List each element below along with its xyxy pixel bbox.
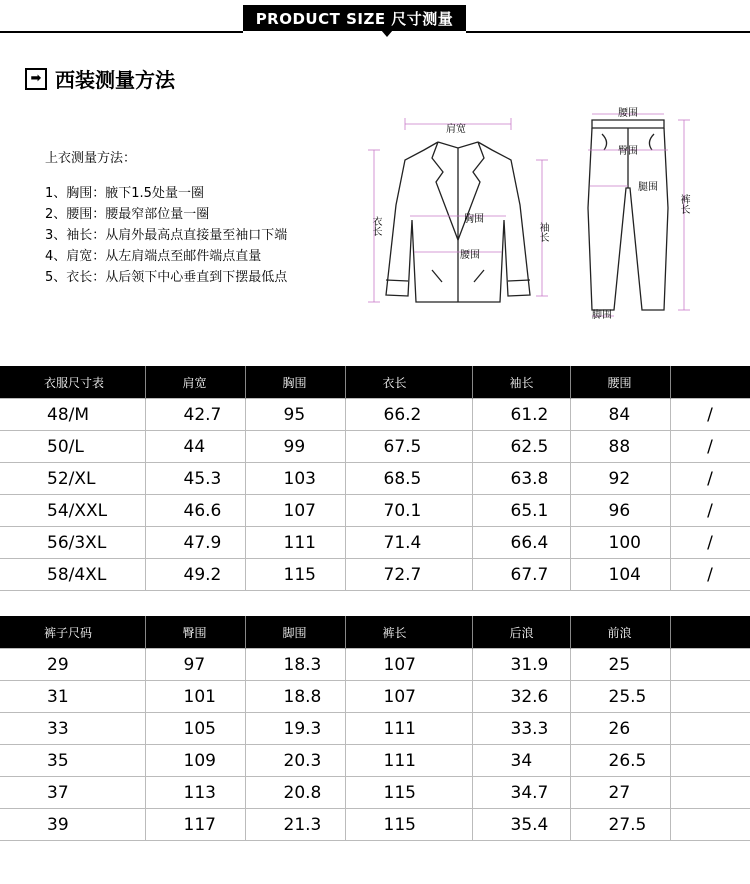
table-cell: 29	[0, 649, 145, 681]
table-cell: 113	[145, 777, 245, 809]
table-cell: 26.5	[570, 745, 670, 777]
table-cell: 19.3	[245, 713, 345, 745]
jacket-size-table	[0, 366, 750, 591]
table-cell: 21.3	[245, 809, 345, 841]
table-cell: 49.2	[145, 559, 245, 591]
pants-size-table	[0, 616, 750, 841]
instructions-heading: 上衣测量方法：	[45, 151, 137, 166]
table-row	[0, 431, 750, 463]
table-cell: 71.4	[345, 527, 472, 559]
table-header-cell: 脚围	[245, 616, 345, 649]
table-cell: 46.6	[145, 495, 245, 527]
table-cell: 115	[245, 559, 345, 591]
section-title	[25, 64, 175, 93]
table-cell: 25.5	[570, 681, 670, 713]
section-title-text: 西装测量方法	[55, 68, 175, 92]
measurement-instructions	[45, 148, 287, 288]
table-cell: /	[670, 559, 750, 591]
table-row	[0, 399, 750, 431]
instruction-item: 5、衣长：从后领下中心垂直到下摆最低点	[45, 270, 288, 285]
table-header-cell: 腰围	[570, 366, 670, 399]
table-cell: 111	[345, 745, 472, 777]
table-cell: 99	[245, 431, 345, 463]
table-cell: 72.7	[345, 559, 472, 591]
header-banner	[0, 0, 750, 34]
table-cell: 31.9	[472, 649, 570, 681]
jacket-label-chest: 胸围	[464, 214, 484, 225]
table-cell: 62.5	[472, 431, 570, 463]
table-cell: 47.9	[145, 527, 245, 559]
instruction-item: 3、袖长：从肩外最高点直接量至袖口下端	[45, 228, 288, 243]
table-cell: 18.3	[245, 649, 345, 681]
pants-label-waist: 腰围	[618, 108, 638, 119]
table-cell: 66.2	[345, 399, 472, 431]
table-cell: 66.4	[472, 527, 570, 559]
table-cell: 34	[472, 745, 570, 777]
banner-rule-right	[466, 31, 750, 33]
table-cell: 107	[345, 649, 472, 681]
table-cell: 61.2	[472, 399, 570, 431]
table-cell: 65.1	[472, 495, 570, 527]
table-cell: 37	[0, 777, 145, 809]
table-row	[0, 681, 750, 713]
pants-label-hip: 臀围	[618, 146, 638, 157]
instruction-item: 4、肩宽：从左肩端点至邮件端点直量	[45, 249, 262, 264]
table-cell: 101	[145, 681, 245, 713]
arrow-right-icon: ➡	[25, 68, 47, 90]
table-cell: 27.5	[570, 809, 670, 841]
table-cell: 96	[570, 495, 670, 527]
table-cell: 42.7	[145, 399, 245, 431]
pants-label-hem: 脚围	[592, 310, 612, 321]
jacket-label-length: 衣长	[370, 216, 381, 236]
table-cell: 100	[570, 527, 670, 559]
table-cell: 70.1	[345, 495, 472, 527]
pants-diagram	[580, 98, 700, 323]
table-header-cell	[670, 366, 750, 399]
table-cell: 67.5	[345, 431, 472, 463]
table-row	[0, 777, 750, 809]
table-header-row	[0, 616, 750, 649]
instruction-item: 1、胸围：腋下1.5处量一圈	[45, 186, 204, 201]
table-cell	[670, 681, 750, 713]
table-row	[0, 527, 750, 559]
table-cell: 88	[570, 431, 670, 463]
table-cell	[670, 713, 750, 745]
table-cell: 56/3XL	[0, 527, 145, 559]
jacket-diagram	[360, 110, 555, 315]
pants-label-length: 裤长	[678, 194, 689, 214]
table-header-cell: 前浪	[570, 616, 670, 649]
pants-label-thigh: 腿围	[638, 182, 658, 193]
table-cell: 31	[0, 681, 145, 713]
table-cell: 45.3	[145, 463, 245, 495]
table-header-row	[0, 366, 750, 399]
table-cell: 58/4XL	[0, 559, 145, 591]
table-cell	[670, 777, 750, 809]
table-cell: 54/XXL	[0, 495, 145, 527]
table-cell: 44	[145, 431, 245, 463]
table-header-cell: 衣长	[345, 366, 472, 399]
table-cell: /	[670, 431, 750, 463]
table-cell: 39	[0, 809, 145, 841]
table-header-cell: 袖长	[472, 366, 570, 399]
table-cell: 95	[245, 399, 345, 431]
table-cell: 50/L	[0, 431, 145, 463]
table-cell: 67.7	[472, 559, 570, 591]
table-cell: /	[670, 399, 750, 431]
table-cell: 27	[570, 777, 670, 809]
table-cell: 34.7	[472, 777, 570, 809]
table-cell: /	[670, 495, 750, 527]
table-cell: 33	[0, 713, 145, 745]
jacket-label-sleeve: 袖长	[537, 222, 548, 242]
table-cell: 111	[245, 527, 345, 559]
table-header-cell: 肩宽	[145, 366, 245, 399]
table-header-cell: 臀围	[145, 616, 245, 649]
table-cell: 35	[0, 745, 145, 777]
table-cell: 48/M	[0, 399, 145, 431]
table-row	[0, 809, 750, 841]
table-cell: 52/XL	[0, 463, 145, 495]
banner-title: PRODUCT SIZE 尺寸测量	[243, 5, 466, 31]
jacket-illustration	[360, 110, 555, 315]
table-cell: 84	[570, 399, 670, 431]
table-cell	[670, 649, 750, 681]
table-row	[0, 559, 750, 591]
table-header-cell: 后浪	[472, 616, 570, 649]
table-cell: 115	[345, 809, 472, 841]
table-header-cell	[670, 616, 750, 649]
jacket-label-shoulder: 肩宽	[446, 124, 466, 135]
table-cell: 111	[345, 713, 472, 745]
table-header-cell: 裤长	[345, 616, 472, 649]
table-cell: 20.3	[245, 745, 345, 777]
table-cell: 20.8	[245, 777, 345, 809]
table-cell: 104	[570, 559, 670, 591]
table-cell: 26	[570, 713, 670, 745]
table-cell: 107	[245, 495, 345, 527]
table-header-cell: 胸围	[245, 366, 345, 399]
table-cell: 107	[345, 681, 472, 713]
table-cell: 32.6	[472, 681, 570, 713]
table-cell: 105	[145, 713, 245, 745]
table-row	[0, 649, 750, 681]
table-row	[0, 713, 750, 745]
jacket-label-waist: 腰围	[460, 250, 480, 261]
table-cell: 63.8	[472, 463, 570, 495]
instruction-item: 2、腰围：腰最窄部位量一圈	[45, 207, 210, 222]
table-cell: 97	[145, 649, 245, 681]
table-cell: 117	[145, 809, 245, 841]
table-cell: 68.5	[345, 463, 472, 495]
table-row	[0, 745, 750, 777]
table-row	[0, 463, 750, 495]
table-cell: 18.8	[245, 681, 345, 713]
table-cell: 92	[570, 463, 670, 495]
table-cell: 103	[245, 463, 345, 495]
table-cell: 25	[570, 649, 670, 681]
banner-rule-left	[0, 31, 243, 33]
table-cell	[670, 809, 750, 841]
table-cell: 35.4	[472, 809, 570, 841]
table-cell: 115	[345, 777, 472, 809]
banner-notch	[381, 30, 393, 37]
table-cell: /	[670, 527, 750, 559]
table-cell	[670, 745, 750, 777]
table-cell: 109	[145, 745, 245, 777]
table-cell: /	[670, 463, 750, 495]
table-header-cell: 裤子尺码	[0, 616, 145, 649]
table-cell: 33.3	[472, 713, 570, 745]
table-row	[0, 495, 750, 527]
table-header-cell: 衣服尺寸表	[0, 366, 145, 399]
